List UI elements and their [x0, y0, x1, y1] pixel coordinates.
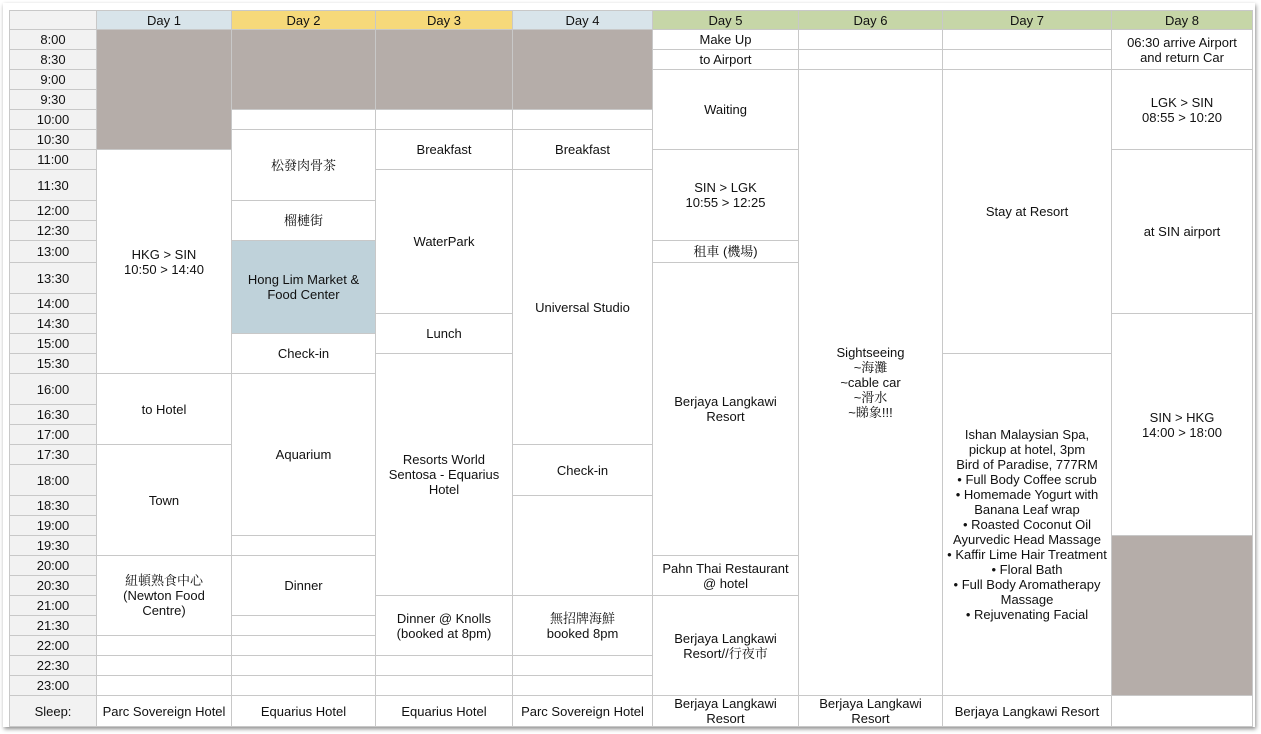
empty-slot — [96, 675, 232, 696]
time-label: 14:00 — [9, 293, 97, 314]
time-label: 20:30 — [9, 575, 97, 596]
time-label: 17:00 — [9, 424, 97, 445]
empty-slot — [512, 675, 653, 696]
empty-slot — [375, 675, 513, 696]
header-day-8: Day 8 — [1111, 10, 1253, 30]
time-label: 15:00 — [9, 333, 97, 354]
event-durian-street: 榴槤街 — [231, 200, 376, 241]
empty-slot — [512, 109, 653, 130]
event-waterpark: WaterPark — [375, 169, 513, 314]
time-label: 9:00 — [9, 69, 97, 90]
time-label: 12:00 — [9, 200, 97, 221]
empty-slot — [231, 615, 376, 636]
event-dinner: 紐頓熟食中心 (Newton Food Centre) — [96, 555, 232, 636]
empty-slot — [231, 109, 376, 130]
event-breakfast: Breakfast — [512, 129, 653, 170]
event-stay-resort: Stay at Resort — [942, 69, 1112, 354]
event-car-rental: 租車 (機場) — [652, 240, 799, 263]
event-town: Town — [96, 444, 232, 556]
event-aquarium: Aquarium — [231, 373, 376, 536]
event-breakfast: Breakfast — [375, 129, 513, 170]
event-spa: Ishan Malaysian Spa, pickup at hotel, 3pm Bird of Paradise, 777RM • Full Body Coffee scrub • Homemade Yogurt with Banana Leaf wrap • Roasted Coconut Oil Ayurvedic Head Massage • Kaffir Lime Hair Treatment • Floral Bath • Full Body Aromatherapy Massage • Rejuvenating Facial — [942, 353, 1112, 696]
event-flight-home: SIN > HKG 14:00 > 18:00 — [1111, 313, 1253, 536]
empty-slot — [231, 675, 376, 696]
header-corner — [9, 10, 97, 30]
event-to-hotel: to Hotel — [96, 373, 232, 445]
time-label: 11:30 — [9, 169, 97, 201]
sleep-hotel-day-6: Berjaya Langkawi Resort — [798, 695, 943, 727]
event-flight: HKG > SIN 10:50 > 14:40 — [96, 149, 232, 374]
time-label: 14:30 — [9, 313, 97, 334]
event-sightseeing: Sightseeing ~海灘 ~cable car ~滑水 ~睇象!!! — [798, 69, 943, 696]
empty-slot — [798, 49, 943, 70]
event-waiting: Waiting — [652, 69, 799, 150]
event-resorts-world: Resorts World Sentosa - Equarius Hotel — [375, 353, 513, 596]
time-label: 8:30 — [9, 49, 97, 70]
sleep-hotel-day-7: Berjaya Langkawi Resort — [942, 695, 1112, 727]
event-dinner: 無招牌海鮮 booked 8pm — [512, 595, 653, 656]
event-make-up: Make Up — [652, 29, 799, 50]
empty-slot — [798, 29, 943, 50]
blocked-time — [375, 29, 513, 110]
time-label: 19:30 — [9, 535, 97, 556]
empty-slot — [231, 635, 376, 656]
time-label: 13:30 — [9, 262, 97, 294]
sleep-hotel-day-3: Equarius Hotel — [375, 695, 513, 727]
time-label: 18:00 — [9, 464, 97, 496]
time-label: 21:00 — [9, 595, 97, 616]
header-day-4: Day 4 — [512, 10, 653, 30]
time-label: 19:00 — [9, 515, 97, 536]
time-label: 16:00 — [9, 373, 97, 405]
time-label: 22:30 — [9, 655, 97, 676]
event-check-in: Check-in — [231, 333, 376, 374]
empty-slot — [96, 635, 232, 656]
event-resort: Berjaya Langkawi Resort — [652, 262, 799, 556]
header-day-3: Day 3 — [375, 10, 513, 30]
time-label: 12:30 — [9, 220, 97, 241]
event-check-in: Check-in — [512, 444, 653, 496]
event-flight: LGK > SIN 08:55 > 10:20 — [1111, 69, 1253, 150]
header-day-5: Day 5 — [652, 10, 799, 30]
empty-slot — [231, 655, 376, 676]
sleep-hotel-day-2: Equarius Hotel — [231, 695, 376, 727]
sleep-label: Sleep: — [9, 695, 97, 727]
event-lunch: Lunch — [375, 313, 513, 354]
header-day-6: Day 6 — [798, 10, 943, 30]
time-label: 21:30 — [9, 615, 97, 636]
blocked-time — [231, 29, 376, 110]
time-label: 20:00 — [9, 555, 97, 576]
event-to-airport: to Airport — [652, 49, 799, 70]
time-label: 13:00 — [9, 240, 97, 263]
empty-slot — [512, 655, 653, 676]
empty-slot — [375, 109, 513, 130]
time-label: 18:30 — [9, 495, 97, 516]
time-label: 10:30 — [9, 129, 97, 150]
event-at-airport: at SIN airport — [1111, 149, 1253, 314]
header-day-1: Day 1 — [96, 10, 232, 30]
sleep-hotel-day-5: Berjaya Langkawi Resort — [652, 695, 799, 727]
event-night-market: Berjaya Langkawi Resort//行夜市 — [652, 595, 799, 696]
event-dinner: Dinner — [231, 555, 376, 616]
event-lunch: 松發肉骨茶 — [231, 129, 376, 201]
event-universal-studio: Universal Studio — [512, 169, 653, 445]
empty-slot — [231, 535, 376, 556]
time-label: 15:30 — [9, 353, 97, 374]
sleep-hotel-day-8 — [1111, 695, 1253, 727]
time-label: 22:00 — [9, 635, 97, 656]
time-label: 11:00 — [9, 149, 97, 170]
header-day-7: Day 7 — [942, 10, 1112, 30]
sleep-hotel-day-4: Parc Sovereign Hotel — [512, 695, 653, 727]
event-dinner: Dinner @ Knolls (booked at 8pm) — [375, 595, 513, 656]
time-label: 23:00 — [9, 675, 97, 696]
empty-slot — [375, 655, 513, 676]
empty-slot — [942, 29, 1112, 50]
event-arrive-airport: 06:30 arrive Airport and return Car — [1111, 29, 1253, 70]
time-label: 17:30 — [9, 444, 97, 465]
header-day-2: Day 2 — [231, 10, 376, 30]
empty-slot — [942, 49, 1112, 70]
event-hong-lim: Hong Lim Market & Food Center — [231, 240, 376, 334]
sleep-hotel-day-1: Parc Sovereign Hotel — [96, 695, 232, 727]
time-label: 8:00 — [9, 29, 97, 50]
blocked-time — [96, 29, 232, 150]
event-flight: SIN > LGK 10:55 > 12:25 — [652, 149, 799, 241]
event-dinner: Pahn Thai Restaurant @ hotel — [652, 555, 799, 596]
empty-slot — [96, 655, 232, 676]
empty-slot — [512, 495, 653, 596]
blocked-time — [512, 29, 653, 110]
blocked-time — [1111, 535, 1253, 696]
time-label: 10:00 — [9, 109, 97, 130]
time-label: 9:30 — [9, 89, 97, 110]
time-label: 16:30 — [9, 404, 97, 425]
